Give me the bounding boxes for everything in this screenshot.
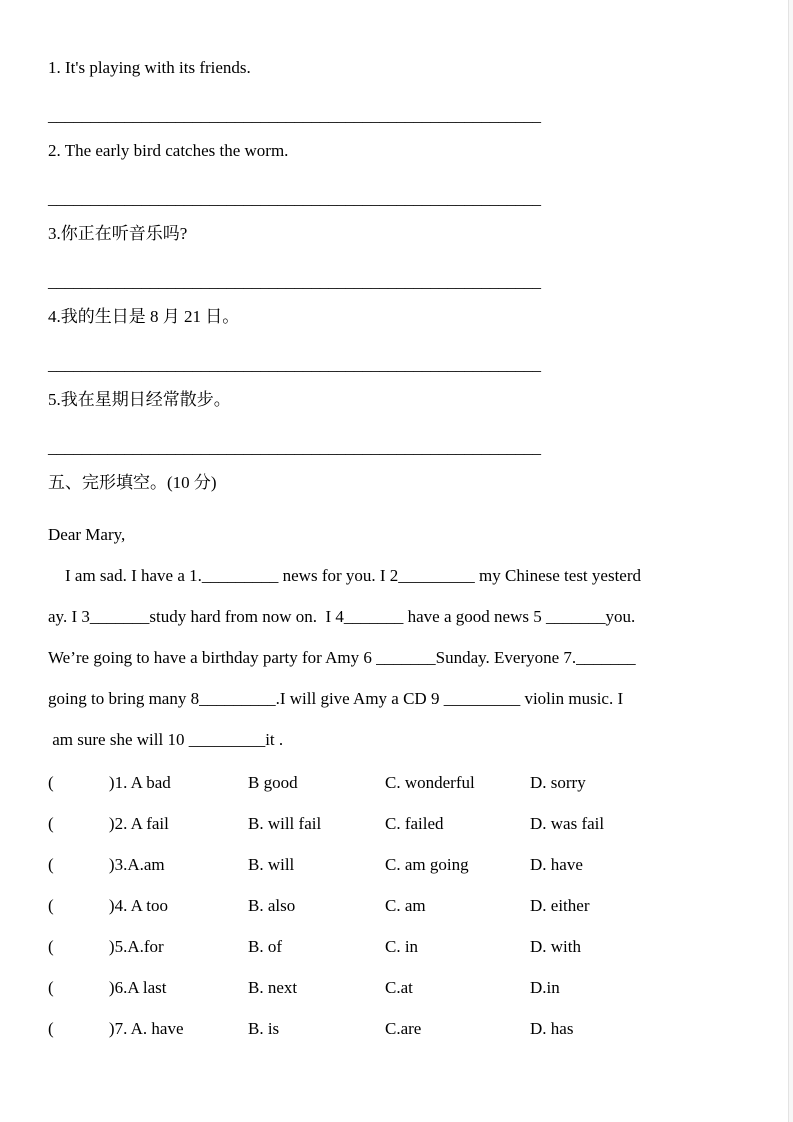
question-option-b: B. also <box>248 896 296 915</box>
question-row <box>48 762 753 803</box>
scrollbar[interactable] <box>788 0 793 1122</box>
question-option-c: C. failed <box>385 814 444 833</box>
question-option-c: C.are <box>385 1019 422 1038</box>
question-option-a: ( )7. A. have <box>48 1019 184 1038</box>
question-option-c: C. am going <box>385 855 469 874</box>
passage-line: Dear Mary, <box>48 525 126 544</box>
question-option-b: B. of <box>248 937 282 956</box>
cloze-passage <box>48 514 753 760</box>
translation-item <box>48 306 753 376</box>
question-option-a: ( )5.A.for <box>48 937 164 956</box>
question-option-c: C. am <box>385 896 426 915</box>
question-option-b: B. will fail <box>248 814 322 833</box>
question-option-d: D. either <box>530 896 590 915</box>
question-list <box>48 762 753 1049</box>
question-row <box>48 844 753 885</box>
answer-blank-line: __________________________________________________________ <box>48 106 541 125</box>
passage-line: I am sad. I have a 1._________ news for you. I 2_________ my Chinese test yesterd <box>48 566 641 585</box>
answer-blank-line: __________________________________________________________ <box>48 189 541 208</box>
answer-blank-line: __________________________________________________________ <box>48 438 541 457</box>
sentence-text: 1. It's playing with its friends. <box>48 58 251 77</box>
question-option-a: ( )2. A fail <box>48 814 169 833</box>
question-option-a: ( )3.A.am <box>48 855 165 874</box>
question-row <box>48 803 753 844</box>
question-option-d: D. has <box>530 1019 574 1038</box>
passage-line: going to bring many 8_________.I will give Amy a CD 9 _________ violin music. I <box>48 689 624 708</box>
question-option-c: C. wonderful <box>385 773 475 792</box>
translation-item <box>48 223 753 293</box>
question-row <box>48 967 753 1008</box>
question-row <box>48 885 753 926</box>
question-option-a: ( )1. A bad <box>48 773 171 792</box>
question-option-d: D. sorry <box>530 773 586 792</box>
sentence-text: 4.我的生日是 8 月 21 日。 <box>48 307 240 326</box>
translation-item <box>48 57 753 127</box>
question-option-b: B. will <box>248 855 295 874</box>
question-option-a: ( )4. A too <box>48 896 168 915</box>
answer-blank-line: __________________________________________________________ <box>48 272 541 291</box>
question-option-c: C. in <box>385 937 419 956</box>
translation-item <box>48 389 753 459</box>
section-heading: 五、完形填空。(10 分) <box>48 473 217 492</box>
question-row <box>48 1008 753 1049</box>
question-option-a: ( )6.A last <box>48 978 167 997</box>
passage-line: We’re going to have a birthday party for Amy 6 _______Sunday. Everyone 7._______ <box>48 648 636 667</box>
question-option-b: B. next <box>248 978 298 997</box>
question-option-b: B. is <box>248 1019 280 1038</box>
question-option-d: D. have <box>530 855 583 874</box>
question-row <box>48 926 753 967</box>
question-option-d: D. with <box>530 937 581 956</box>
question-option-b: B good <box>248 773 298 792</box>
question-option-d: D. was fail <box>530 814 605 833</box>
sentence-text: 2. The early bird catches the worm. <box>48 141 289 160</box>
passage-line: am sure she will 10 _________it . <box>48 730 284 749</box>
sentence-text: 3.你正在听音乐吗? <box>48 224 188 243</box>
passage-line: ay. I 3_______study hard from now on. I 4_______ have a good news 5 _______you. <box>48 607 636 626</box>
sentence-text: 5.我在星期日经常散步。 <box>48 390 231 409</box>
question-option-c: C.at <box>385 978 413 997</box>
translation-item <box>48 140 753 210</box>
question-option-d: D.in <box>530 978 560 997</box>
answer-blank-line: __________________________________________________________ <box>48 355 541 374</box>
